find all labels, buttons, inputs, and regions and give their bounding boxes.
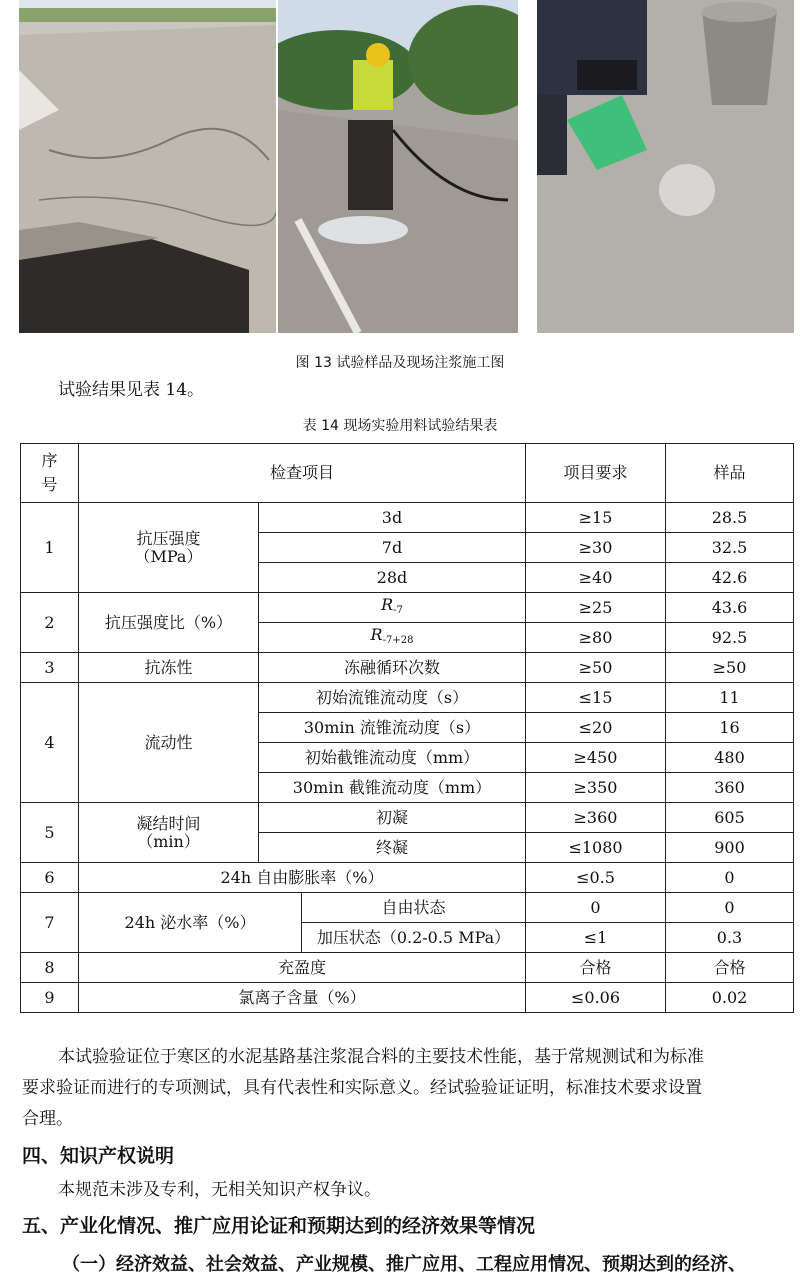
row-no: 2 xyxy=(21,593,79,653)
header-req: 项目要求 xyxy=(526,444,666,503)
row-name-line: （min） xyxy=(137,831,200,851)
value-cell: 900 xyxy=(666,833,794,863)
row-name-line: （MPa） xyxy=(134,546,203,566)
table-header-row xyxy=(21,444,794,503)
value-cell: 0 xyxy=(666,863,794,893)
section-heading-industrialization: 五、产业化情况、推广应用论证和预期达到的经济效果等情况 xyxy=(22,1215,536,1237)
req-cell: 0 xyxy=(526,893,666,923)
ratio-subscript: -7+28 xyxy=(382,634,414,646)
sub-item: 30min 流锥流动度（s） xyxy=(259,713,526,743)
sub-item: 7d xyxy=(259,533,526,563)
value-cell: 0.02 xyxy=(666,983,794,1013)
sub-item: 终凝 xyxy=(259,833,526,863)
ratio-subscript: -7 xyxy=(393,604,403,616)
table-row xyxy=(21,893,794,923)
value-cell: 360 xyxy=(666,773,794,803)
sub-item: 30min 截锥流动度（mm） xyxy=(259,773,526,803)
row-no: 3 xyxy=(21,653,79,683)
value-cell: 605 xyxy=(666,803,794,833)
ratio-symbol: R xyxy=(370,624,383,644)
row-name: 抗冻性 xyxy=(79,653,259,683)
value-cell: 11 xyxy=(666,683,794,713)
table-row xyxy=(21,953,794,983)
row-no: 4 xyxy=(21,683,79,803)
row-name: 24h 泌水率（%） xyxy=(79,893,302,953)
subsection-heading: （一）经济效益、社会效益、产业规模、推广应用、工程应用情况、预期达到的经济、 xyxy=(62,1254,746,1275)
sub-item: 28d xyxy=(259,563,526,593)
row-no: 7 xyxy=(21,893,79,953)
table-title: 表 14 现场实验用料试验结果表 xyxy=(302,418,498,434)
sub-item: 初始流锥流动度（s） xyxy=(259,683,526,713)
req-cell: ≥360 xyxy=(526,803,666,833)
req-cell: ≥450 xyxy=(526,743,666,773)
row-no: 9 xyxy=(21,983,79,1013)
req-cell: 合格 xyxy=(526,953,666,983)
req-cell: ≥30 xyxy=(526,533,666,563)
value-cell: 32.5 xyxy=(666,533,794,563)
req-cell: ≥40 xyxy=(526,563,666,593)
worker-grouting-photo xyxy=(278,0,535,333)
grout-sample-photo xyxy=(537,0,794,333)
body-paragraph-line: 本试验验证位于寒区的水泥基路基注浆混合料的主要技术性能，基于常规测试和为标准 xyxy=(58,1047,704,1067)
req-cell: ≤1 xyxy=(526,923,666,953)
row-name-line: 凝结时间 xyxy=(136,813,201,833)
row-no: 6 xyxy=(21,863,79,893)
sub-item: 加压状态（0.2-0.5 MPa） xyxy=(302,923,526,953)
row-name-line: 抗压强度 xyxy=(136,528,201,548)
req-cell: ≤0.5 xyxy=(526,863,666,893)
value-cell: ≥50 xyxy=(666,653,794,683)
req-cell: ≤15 xyxy=(526,683,666,713)
req-cell: ≥80 xyxy=(526,623,666,653)
body-paragraph-line: 合理。 xyxy=(22,1109,73,1129)
value-cell: 合格 xyxy=(666,953,794,983)
sub-item: 初凝 xyxy=(259,803,526,833)
header-item: 检查项目 xyxy=(79,444,526,503)
sub-item xyxy=(259,593,526,623)
table-row xyxy=(21,683,794,713)
cracked-road-photo xyxy=(19,0,276,333)
row-no: 1 xyxy=(21,503,79,593)
req-cell: ≤0.06 xyxy=(526,983,666,1013)
req-cell: ≥15 xyxy=(526,503,666,533)
figure-13-photos xyxy=(19,0,794,333)
req-cell: ≥350 xyxy=(526,773,666,803)
table-row xyxy=(21,803,794,833)
row-name: 充盈度 xyxy=(79,953,526,983)
value-cell: 28.5 xyxy=(666,503,794,533)
row-name: 24h 自由膨胀率（%） xyxy=(79,863,526,893)
req-cell: ≤20 xyxy=(526,713,666,743)
value-cell: 42.6 xyxy=(666,563,794,593)
row-name: 抗压强度比（%） xyxy=(79,593,259,653)
row-name xyxy=(79,503,259,593)
table-row xyxy=(21,503,794,533)
row-no: 5 xyxy=(21,803,79,863)
table-row xyxy=(21,863,794,893)
value-cell: 0.3 xyxy=(666,923,794,953)
value-cell: 480 xyxy=(666,743,794,773)
row-no: 8 xyxy=(21,953,79,983)
intro-text: 试验结果见表 14。 xyxy=(58,380,205,400)
value-cell: 16 xyxy=(666,713,794,743)
header-no: 序号 xyxy=(21,444,79,503)
table-row xyxy=(21,983,794,1013)
figure-caption: 图 13 试验样品及现场注浆施工图 xyxy=(295,355,505,371)
row-name: 氯离子含量（%） xyxy=(79,983,526,1013)
sub-item xyxy=(259,623,526,653)
header-sample: 样品 xyxy=(666,444,794,503)
req-cell: ≥25 xyxy=(526,593,666,623)
body-paragraph-line: 要求验证而进行的专项测试，具有代表性和实际意义。经试验验证证明，标准技术要求设置 xyxy=(22,1078,702,1098)
req-cell: ≤1080 xyxy=(526,833,666,863)
ratio-symbol: R xyxy=(381,594,394,614)
value-cell: 0 xyxy=(666,893,794,923)
results-table xyxy=(20,443,794,1013)
table-row xyxy=(21,593,794,623)
req-cell: ≥50 xyxy=(526,653,666,683)
section-heading-ip: 四、知识产权说明 xyxy=(22,1145,175,1167)
value-cell: 43.6 xyxy=(666,593,794,623)
sub-item: 冻融循环次数 xyxy=(259,653,526,683)
row-name: 流动性 xyxy=(79,683,259,803)
value-cell: 92.5 xyxy=(666,623,794,653)
sub-item: 初始截锥流动度（mm） xyxy=(259,743,526,773)
table-row xyxy=(21,653,794,683)
sub-item: 自由状态 xyxy=(302,893,526,923)
row-name xyxy=(79,803,259,863)
section-ip-text: 本规范未涉及专利，无相关知识产权争议。 xyxy=(58,1180,381,1200)
sub-item: 3d xyxy=(259,503,526,533)
